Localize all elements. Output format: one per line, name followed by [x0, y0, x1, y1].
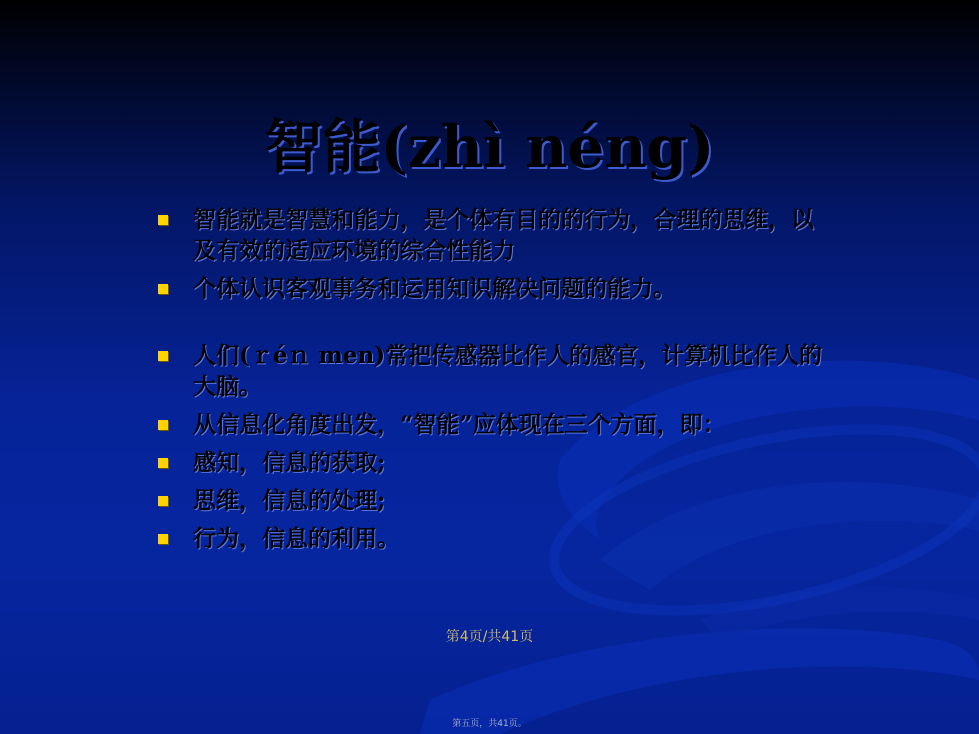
square-bullet-icon — [158, 534, 168, 544]
bullet-text: 感知，信息的获取; — [193, 449, 386, 476]
footer-note: 第五页，共41页。 — [452, 719, 527, 729]
square-bullet-icon — [158, 420, 168, 430]
page-number: 第4页/共41页 — [445, 629, 534, 645]
bullet-item — [155, 273, 835, 304]
bullet-item — [155, 204, 835, 266]
bullet-text: 个体认识客观事务和运用知识解决问题的能力。 — [193, 275, 676, 302]
bullet-text: 行为，信息的利用。 — [193, 525, 400, 552]
bullet-text: 思维，信息的处理; — [193, 487, 386, 514]
bullet-item — [155, 485, 835, 516]
square-bullet-icon — [158, 496, 168, 506]
bullet-item — [155, 523, 835, 554]
bullet-item — [155, 409, 835, 440]
bullet-list — [155, 204, 835, 561]
bullet-item — [155, 340, 835, 402]
bullet-item — [155, 447, 835, 478]
bullet-text: 从信息化角度出发，“智能”应体现在三个方面，即： — [193, 411, 726, 438]
square-bullet-icon — [158, 284, 168, 294]
square-bullet-icon — [158, 351, 168, 361]
square-bullet-icon — [158, 215, 168, 225]
bullet-text: 智能就是智慧和能力，是个体有目的的行为，合理的思维，以及有效的适应环境的综合性能力 — [193, 206, 814, 264]
square-bullet-icon — [158, 458, 168, 468]
slide-title: 智能(zhì néng) — [264, 113, 715, 181]
bullet-text: 人们(ｒéｎ men)常把传感器比作人的感官，计算机比作人的大脑。 — [193, 342, 823, 400]
